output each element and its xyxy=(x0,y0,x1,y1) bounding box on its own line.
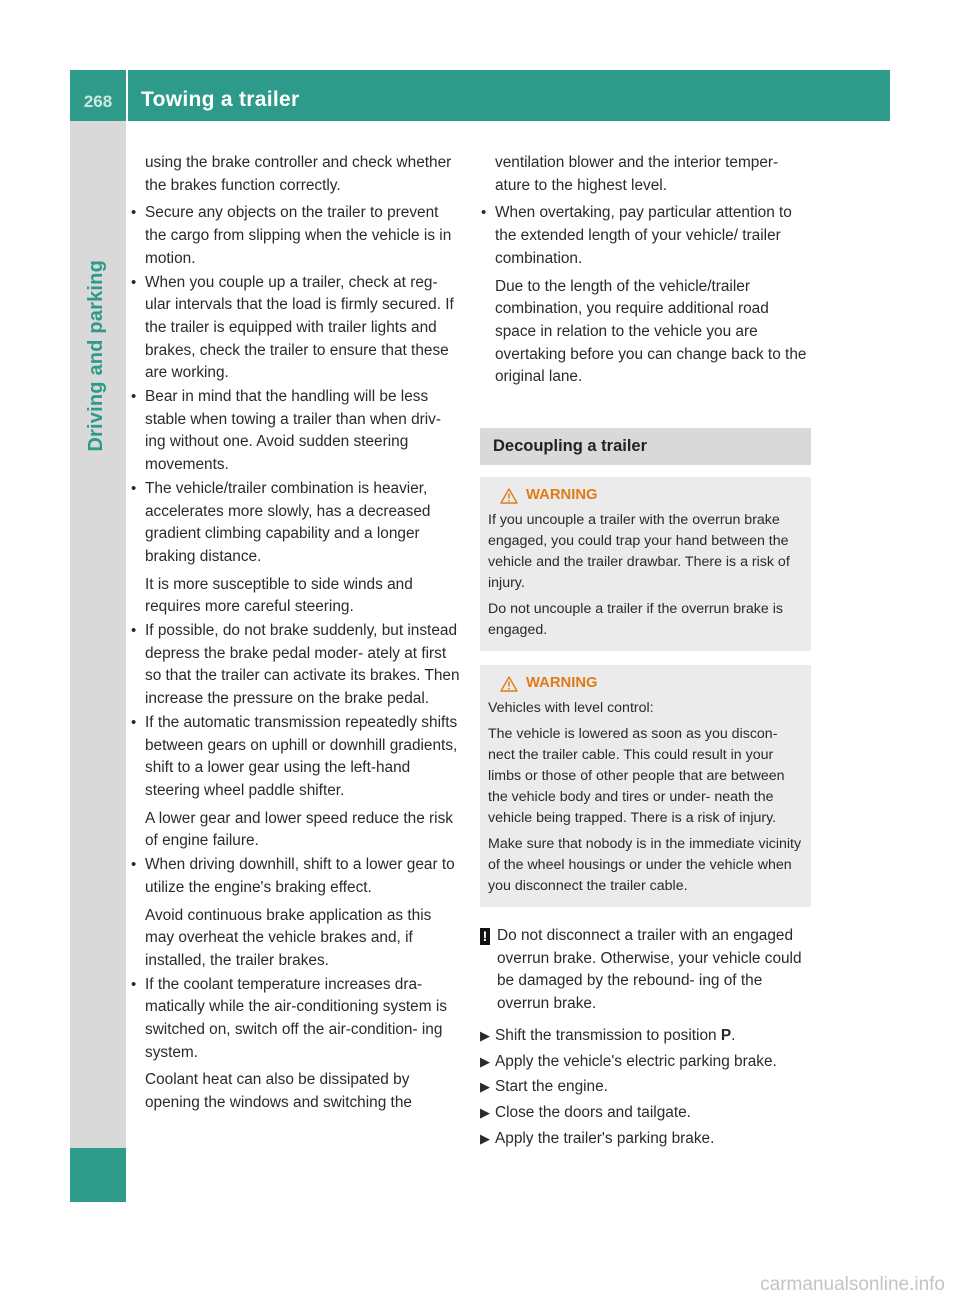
bullet-text: • Secure any objects on the trailer to prevent the cargo from slipping when the vehicle is in motion. xyxy=(145,204,452,267)
step-arrow-icon: ▶ xyxy=(480,1130,490,1146)
warning-box xyxy=(480,665,811,907)
bullet-text: • The vehicle/trailer combination is heavier, accelerates more slowly, has a decreased gradient climbing capability and a longer braking distance. xyxy=(145,479,431,565)
bullet-text: • If the automatic transmission repeatedly shifts between gears on uphill or downhill gradients, shift to a lower gear using the left-hand steering wheel paddle shifter. xyxy=(145,713,458,799)
header-divider xyxy=(126,70,128,121)
bullet-subtext: Due to the length of the vehicle/trailer combination, you require additional road space in relation to the vehicle you are overtaking before you can change back to the original lane. xyxy=(495,277,807,386)
bullet-text: • When driving downhill, shift to a lower gear to utilize the engine's braking effect. xyxy=(145,856,455,896)
step-item xyxy=(480,1102,811,1125)
warning-label: WARNING xyxy=(526,487,598,504)
step-arrow-icon: ▶ xyxy=(480,1053,490,1069)
step-item xyxy=(480,1051,811,1074)
warning-title xyxy=(500,673,803,694)
warning-triangle-icon xyxy=(500,488,518,504)
list-item xyxy=(130,620,460,711)
warning-text: The vehicle is lowered as soon as you discon- nect the trailer cable. This could result in your limbs or those of other people that are between the vehicle body and tires or under- neath the vehicle being trapped. There is a risk of injury. xyxy=(488,726,785,827)
bullet-text: • If possible, do not brake suddenly, but instead depress the brake pedal moder- ately at first so that the trailer can activate its brakes. Then increase the pressure on the brake pedal. xyxy=(145,622,460,708)
warning-label: WARNING xyxy=(526,675,598,692)
step-suffix: . xyxy=(731,1026,736,1044)
notice-block xyxy=(480,925,811,1016)
warning-title xyxy=(500,485,803,506)
warning-text: Make sure that nobody is in the immediate vicinity of the wheel housings or under the vehicle when you disconnect the trailer cable. xyxy=(488,836,802,895)
gear-position: P xyxy=(720,1026,732,1044)
left-column xyxy=(130,152,460,1116)
list-item xyxy=(130,478,460,619)
right-column xyxy=(480,152,811,1153)
step-text: Shift the transmission to position xyxy=(495,1026,721,1044)
list-item xyxy=(130,202,460,270)
bullet-text: • When overtaking, pay particular attention to the extended length of your vehicle/ trailer combination. xyxy=(495,204,792,267)
continuation-text: ventilation blower and the interior temper- ature to the highest level. xyxy=(495,154,779,194)
step-item xyxy=(480,1025,811,1048)
step-text: Start the engine. xyxy=(495,1078,608,1096)
warning-box xyxy=(480,477,811,651)
bullet-text: • When you couple up a trailer, check at reg- ular intervals that the load is firmly secured. If the trailer is equipped with trailer lights and brakes, check the trailer to ensure that these are working. xyxy=(145,273,454,382)
list-item xyxy=(130,712,460,853)
bullet-subtext: Coolant heat can also be dissipated by opening the windows and switching the xyxy=(145,1071,412,1112)
side-tab-accent xyxy=(70,1148,126,1202)
exclamation-icon: ! xyxy=(480,928,490,945)
bullet-subtext: It is more susceptible to side winds and requires more careful steering. xyxy=(145,575,413,616)
bullet-subtext: Avoid continuous brake application as this may overheat the vehicle brakes and, if installed, the trailer brakes. xyxy=(145,906,432,969)
intro-text: using the brake controller and check whether the brakes function correctly. xyxy=(145,154,452,194)
step-arrow-icon: ▶ xyxy=(480,1104,490,1120)
bullet-text: • Bear in mind that the handling will be less stable when towing a trailer than when driv- ing without one. Avoid sudden steering movements. xyxy=(145,388,441,474)
chapter-title: Towing a trailer xyxy=(141,88,300,111)
list-item xyxy=(130,854,460,973)
side-chapter-label: Driving and parking xyxy=(85,260,107,452)
warning-triangle-icon xyxy=(500,676,518,692)
section-heading: Decoupling a trailer xyxy=(480,428,811,465)
list-item xyxy=(130,272,460,386)
step-arrow-icon: ▶ xyxy=(480,1027,490,1043)
list-item xyxy=(480,202,811,389)
step-item xyxy=(480,1128,811,1151)
notice-text: Do not disconnect a trailer with an engaged overrun brake. Otherwise, your vehicle could be damaged by the rebound- ing of the overrun brake. xyxy=(497,927,802,1013)
step-text: Close the doors and tailgate. xyxy=(495,1103,691,1121)
step-item xyxy=(480,1076,811,1099)
step-text: Apply the vehicle's electric parking brake. xyxy=(495,1052,777,1070)
warning-text: If you uncouple a trailer with the overrun brake engaged, you could trap your hand between the vehicle and the trailer drawbar. There is a risk of injury. xyxy=(488,512,790,592)
warning-text: Vehicles with level control: xyxy=(488,700,654,717)
step-text: Apply the trailer's parking brake. xyxy=(495,1129,715,1147)
watermark[interactable]: carmanualsonline.info xyxy=(760,1274,945,1295)
list-item xyxy=(130,386,460,477)
bullet-text: • If the coolant temperature increases dra- matically while the air-conditioning system is switched on, switch off the air-condition- ing system. xyxy=(145,975,447,1061)
page-number: 268 xyxy=(83,92,113,111)
list-item xyxy=(130,974,460,1115)
bullet-subtext: A lower gear and lower speed reduce the risk of engine failure. xyxy=(145,809,453,850)
step-arrow-icon: ▶ xyxy=(480,1079,490,1095)
warning-text: Do not uncouple a trailer if the overrun brake is engaged. xyxy=(488,601,783,639)
